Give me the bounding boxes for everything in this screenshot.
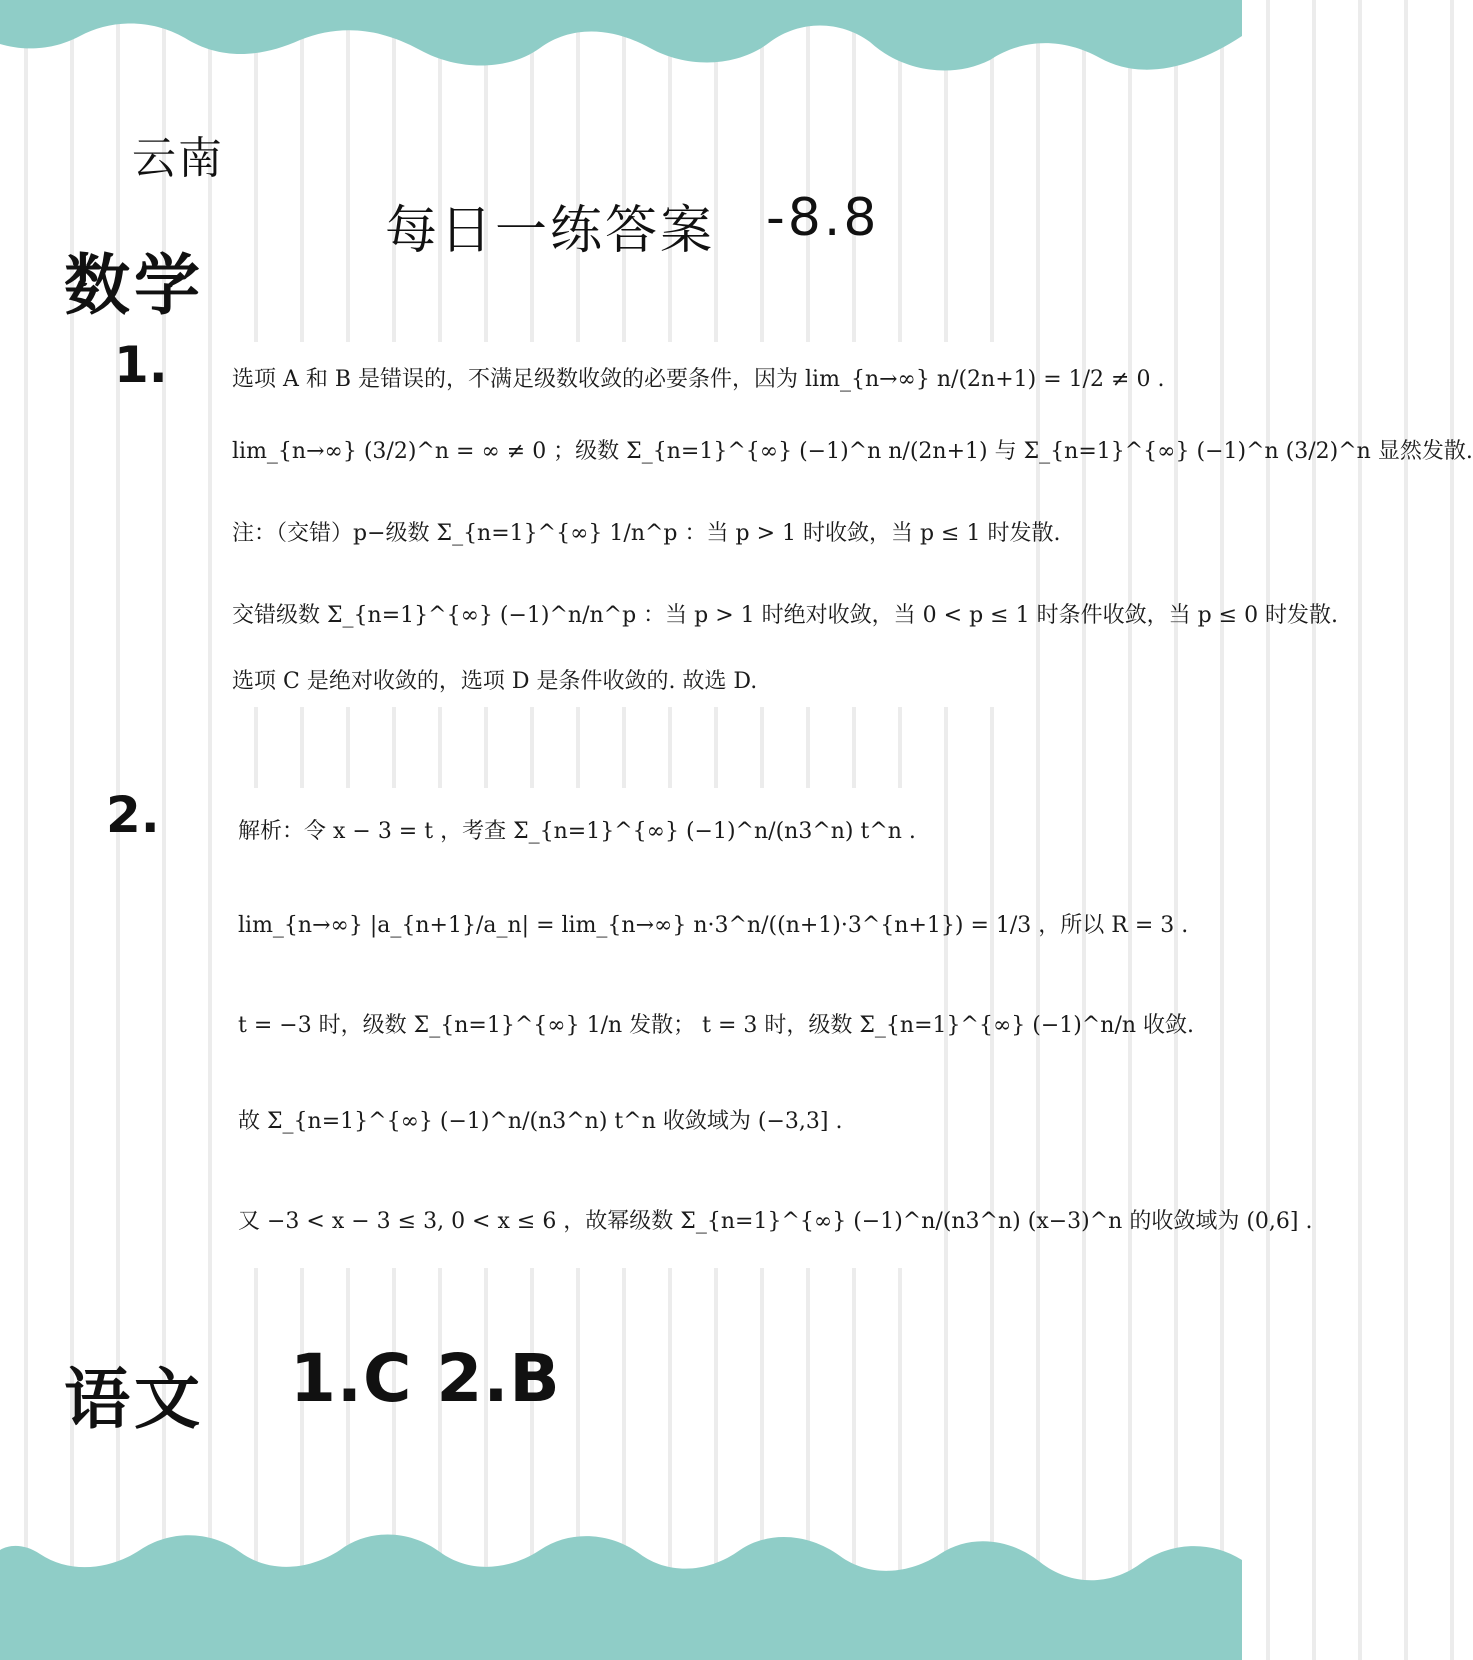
q2-line-5: 又 −3 < x − 3 ≤ 3, 0 < x ≤ 6 ，故幂级数 Σ_{n=1}^{∞} (−1)^n/(n3^n) (x−3)^n 的收敛域为 (0,6] . [238, 1209, 1313, 1234]
q1-number: 1. [114, 336, 168, 394]
page-title: 每日一练答案 [385, 201, 716, 261]
region-label: 云南 [132, 133, 224, 184]
q2-line-4: 故 Σ_{n=1}^{∞} (−1)^n/(n3^n) t^n 收敛域为 (−3,3] . [238, 1109, 843, 1134]
chinese-answers: 1.C 2.B [290, 1340, 561, 1417]
q2-line-1: 解析：令 x − 3 = t ，考查 Σ_{n=1}^{∞} (−1)^n/(n3^n) t^n . [238, 819, 916, 844]
bottom-wave-decoration [0, 1520, 1242, 1660]
subject-chinese-heading: 语文 [64, 1361, 204, 1438]
q1-line-3: 注：（交错）p−级数 Σ_{n=1}^{∞} 1/n^p ：当 p > 1 时收敛，当 p ≤ 1 时发散. [232, 521, 1061, 546]
q2-line-3: t = −3 时，级数 Σ_{n=1}^{∞} 1/n 发散； t = 3 时，级数 Σ_{n=1}^{∞} (−1)^n/n 收敛. [238, 1013, 1195, 1038]
q1-solution-panel [224, 342, 1473, 707]
q2-line-2: lim_{n→∞} |a_{n+1}/a_n| = lim_{n→∞} n·3^n/((n+1)·3^{n+1}) = 1/3 ，所以 R = 3 . [238, 913, 1189, 938]
q2-number: 2. [106, 786, 160, 844]
q1-line-1: 选项 A 和 B 是错误的，不满足级数收敛的必要条件，因为 lim_{n→∞} n/(2n+1) = 1/2 ≠ 0 . [232, 367, 1165, 392]
q1-line-2: lim_{n→∞} (3/2)^n = ∞ ≠ 0 ；级数 Σ_{n=1}^{∞} (−1)^n n/(2n+1) 与 Σ_{n=1}^{∞} (−1)^n (3/2)^n 显然发散. [232, 439, 1473, 464]
q1-line-4: 交错级数 Σ_{n=1}^{∞} (−1)^n/n^p ：当 p > 1 时绝对收敛，当 0 < p ≤ 1 时条件收敛，当 p ≤ 0 时发散. [232, 603, 1339, 628]
top-wave-decoration [0, 0, 1242, 90]
date-label: -8.8 [766, 188, 880, 248]
q2-solution-panel [230, 788, 1313, 1268]
q1-line-5: 选项 C 是绝对收敛的，选项 D 是条件收敛的. 故选 D. [232, 669, 758, 694]
subject-math-heading: 数学 [64, 247, 204, 324]
